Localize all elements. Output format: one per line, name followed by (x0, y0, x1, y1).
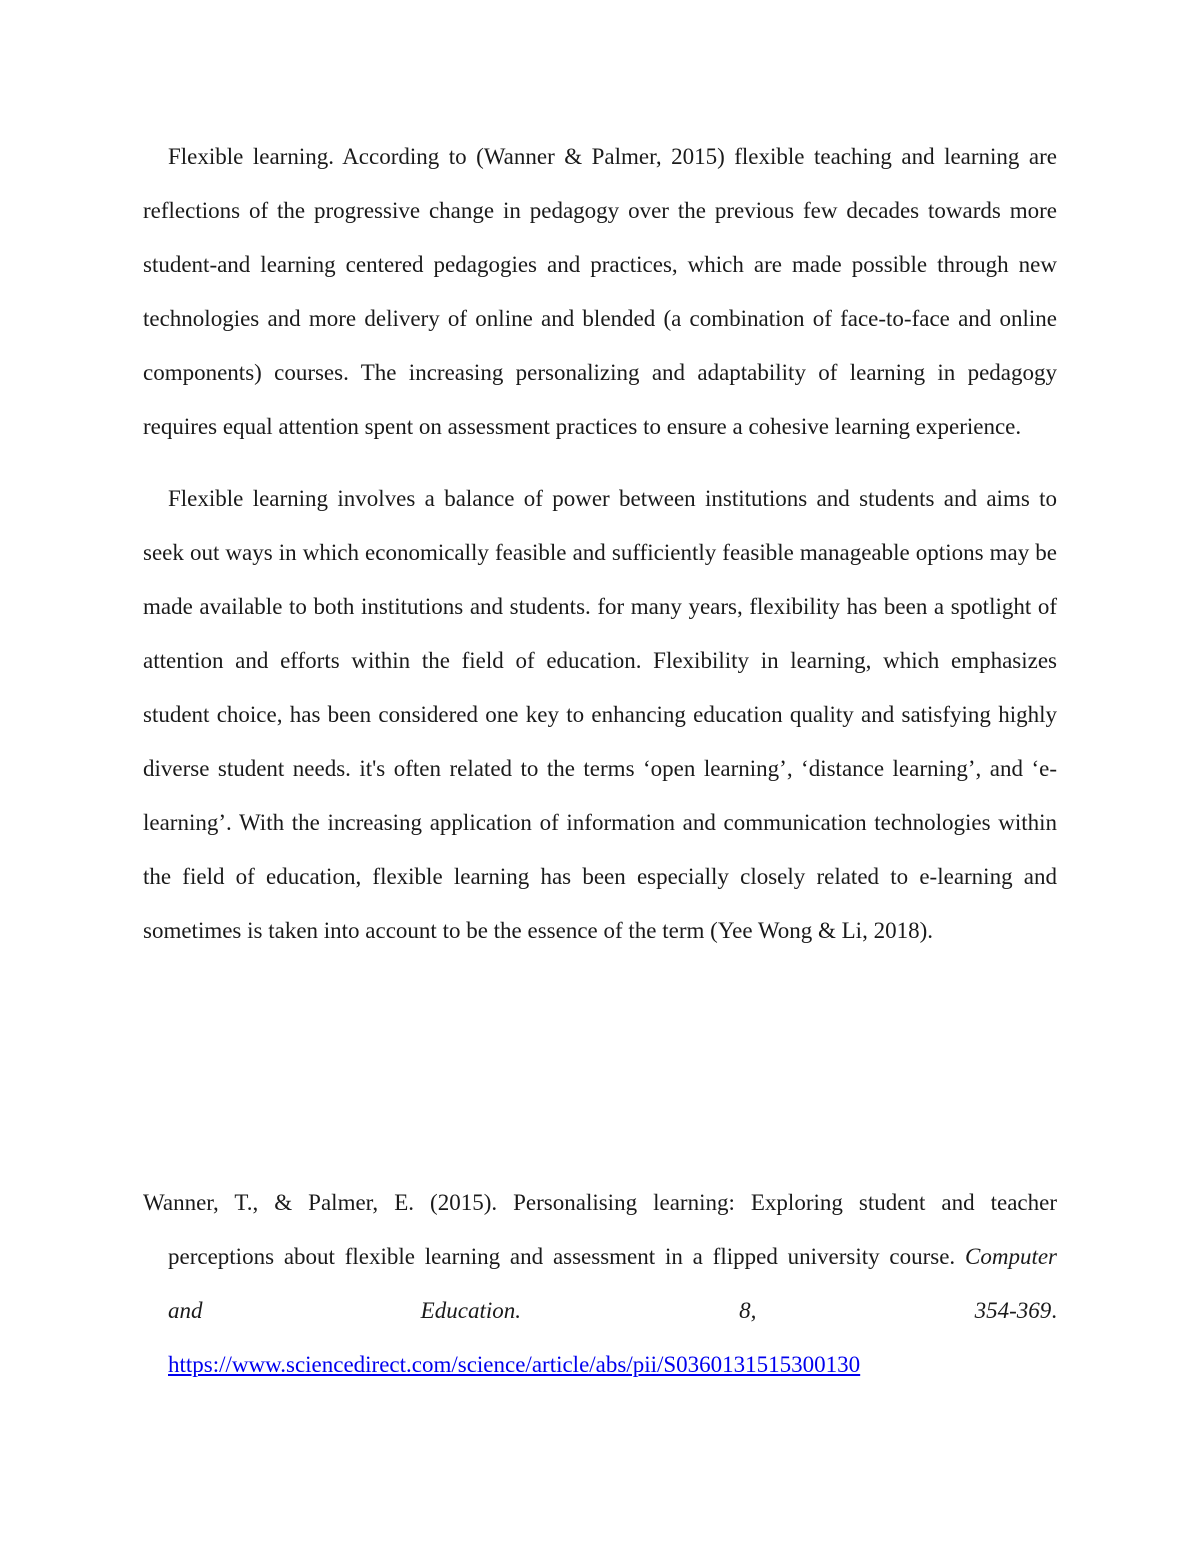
reference-title-text: perceptions about flexible learning and assessment in a flipped university course. (168, 1244, 965, 1269)
reference-line-authors: Wanner, T., & Palmer, E. (2015). Personalising learning: Exploring student and teacher (143, 1190, 1057, 1215)
paragraph-flexible-learning-detail: Flexible learning involves a balance of power between institutions and students and aims to seek out ways in which economically feasible and sufficiently feasible manageable options may be made available to both institutions and students. for many years, flexibility has been a spotlight of attention and efforts within the field of education. Flexibility in learning, which emphasizes student choice, has been considered one key to enhancing education quality and satisfying highly diverse student needs. it's often related to the terms ‘open learning’, ‘distance learning’, and ‘e-learning’. With the increasing application of information and communication technologies within the field of education, flexible learning has been especially closely related to e-learning and sometimes is taken into account to be the essence of the term (Yee Wong & Li, 2018). (143, 486, 1057, 943)
reference-line-title (143, 1230, 1057, 1284)
reference-journal-rest: and Education. 8, 354-369 (168, 1298, 1052, 1323)
reference-entry (143, 1176, 1057, 1392)
reference-line-journal (143, 1284, 1057, 1338)
reference-journal-start: Computer (965, 1244, 1057, 1269)
reference-journal-period: . (1051, 1298, 1057, 1323)
reference-line-url (143, 1338, 1057, 1392)
paragraph-flexible-learning-intro: Flexible learning. According to (Wanner & Palmer, 2015) flexible teaching and learning are reflections of the progressive change in pedagogy over the previous few decades towards more student-and learning centered pedagogies and practices, which are made possible through new technologies and more delivery of online and blended (a combination of face-to-face and online components) courses. The increasing personalizing and adaptability of learning in pedagogy requires equal attention spent on assessment practices to ensure a cohesive learning experience. (143, 144, 1057, 439)
reference-url-link[interactable]: https://www.sciencedirect.com/science/article/abs/pii/S0360131515300130 (168, 1352, 861, 1377)
